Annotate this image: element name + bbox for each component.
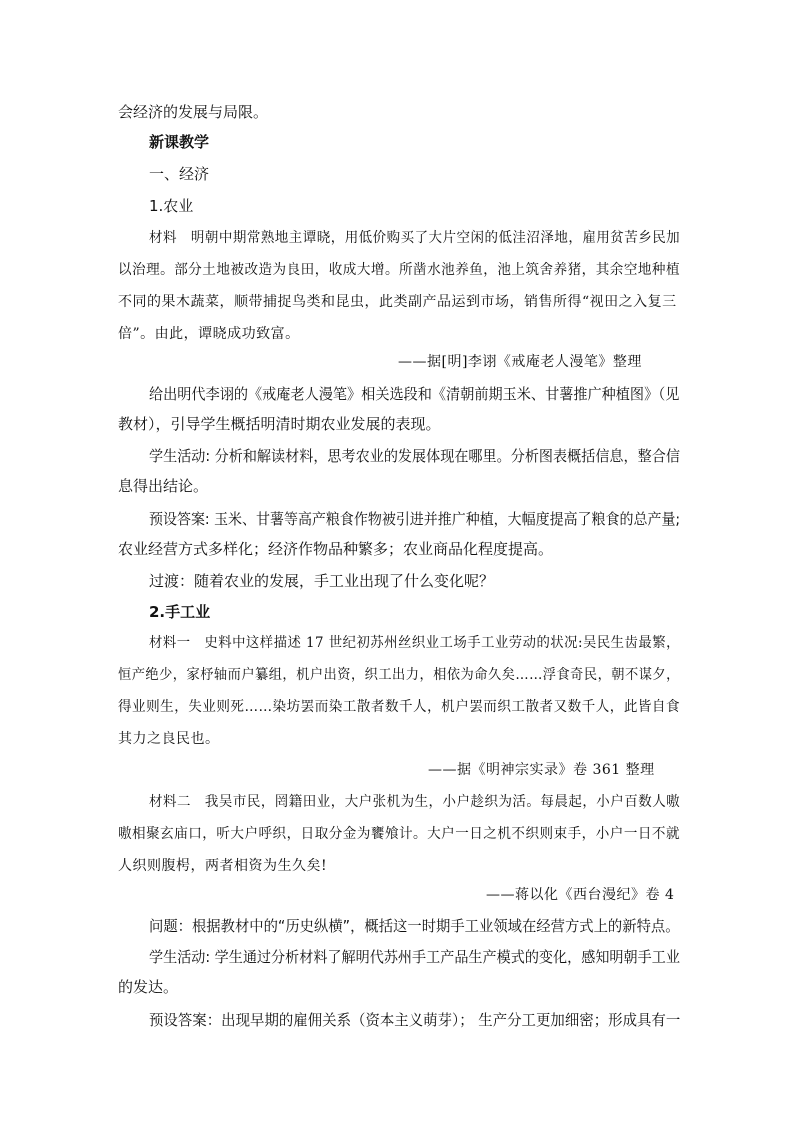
craft-source2: ——蒋以化《西台漫纪》卷 4 — [486, 887, 675, 903]
agri-source: ——据[明]李诩《戒庵老人漫笔》整理 — [398, 354, 642, 370]
craft-question: 问题：根据教材中的“历史纵横”，概括这一时期手工业领域在经营方式上的新特点。 — [149, 917, 680, 935]
craft-source1: ——据《明神宗实录》卷 361 整理 — [428, 762, 655, 778]
craft-material1-line: 其力之良民也。 — [118, 731, 220, 747]
craft-material1-line: 得业则生，失业则死……染坊罢而染工散者数千人，机户罢而织工散者又数千人，此皆自食 — [118, 699, 681, 715]
craft-material1-line: 材料一 史料中这样描述 17 世纪初苏州丝织业工场手工业劳动的状况:吴民生齿最繁， — [149, 635, 680, 651]
craft-material2-line: 人织则腹枵，两者相资为生久矣! — [118, 858, 328, 874]
heading-economy: 一、经济 — [149, 165, 210, 183]
agri-answer-line: 农业经营方式多样化；经济作物品种繁多；农业商品化程度提高。 — [118, 540, 554, 558]
intro-text: 会经济的发展与局限。 — [118, 103, 269, 121]
heading-new-lesson: 新课教学 — [149, 133, 210, 151]
agri-answer-line: 预设答案: 玉米、甘薯等高产粮食作物被引进并推广种植，大幅度提高了粮食的总产量; — [149, 510, 681, 528]
agri-material-line: 倍”。由此，谭晓成功致富。 — [118, 326, 300, 342]
agri-material-line: 材料 明朝中期常熟地主谭晓，用低价购买了大片空闲的低洼沼泽地，雇用贫苦乡民加 — [149, 230, 681, 246]
agri-activity-line: 息得出结论。 — [118, 477, 209, 495]
agri-guide-line: 给出明代李诩的《戒庵老人漫笔》相关选段和《清朝前期玉米、甘薯推广种植图》（见 — [149, 385, 680, 403]
heading-agriculture: 1.农业 — [149, 197, 194, 215]
craft-material2-line: 材料二 我吴市民，罔籍田业，大户张机为生，小户趁织为活。每晨起，小户百数人嗷 — [149, 794, 681, 810]
agri-guide-line: 教材），引导学生概括明清时期农业发展的表现。 — [118, 415, 441, 433]
agri-activity-line: 学生活动: 分析和解读材料，思考农业的发展体现在哪里。分析图表概括信息，整合信 — [149, 447, 680, 465]
agri-material-line: 不同的果木蔬菜，顺带捕捉鸟类和昆虫，此类副产品运到市场，销售所得“视田之入复三 — [118, 294, 677, 310]
craft-material1-line: 恒产绝少，家杼轴而户纂组，机户出资，织工出力，相依为命久矣……浮食奇民，朝不谋夕， — [118, 667, 680, 683]
heading-handicraft: 2.手工业 — [149, 603, 211, 621]
craft-activity-line: 的发达。 — [118, 978, 179, 996]
craft-activity-line: 学生活动: 学生通过分析材料了解明代苏州手工产品生产模式的变化，感知明朝手工业 — [149, 948, 680, 966]
transition-text: 过渡：随着农业的发展，手工业出现了什么变化呢？ — [149, 572, 495, 590]
agri-material-line: 以治理。部分土地被改造为良田，收成大增。所凿水池养鱼，池上筑舍养猪，其余空地种植 — [118, 262, 681, 278]
craft-answer-line: 预设答案：出现早期的雇佣关系（资本主义萌芽）； 生产分工更加细密；形成具有一 — [149, 1011, 681, 1029]
craft-material2-line: 嗷相聚玄庙口，听大户呼织，日取分金为饔飧计。大户一日之机不织则束手，小户一日不就 — [118, 826, 681, 842]
